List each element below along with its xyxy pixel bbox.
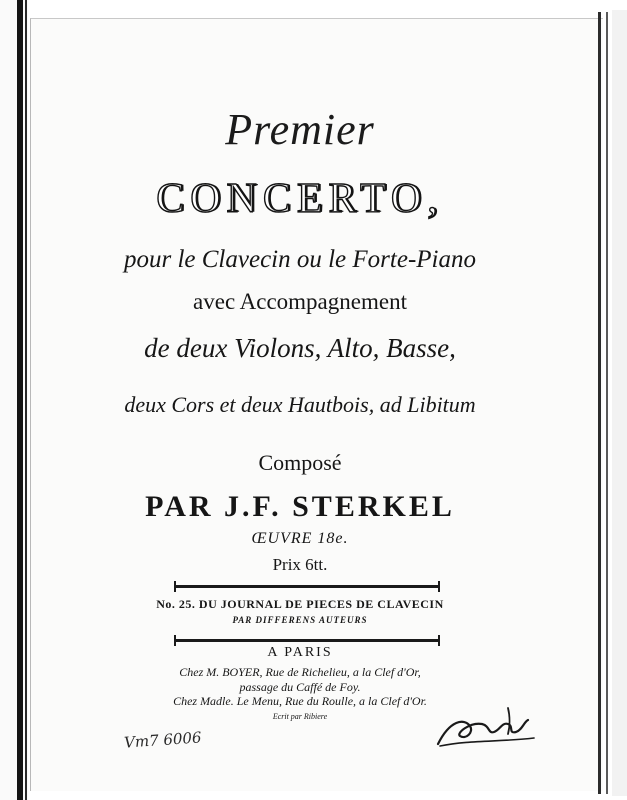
left-page-margin	[0, 0, 28, 800]
instrumentation-line-1: pour le Clavecin ou le Forte-Piano	[123, 246, 476, 273]
ornamental-rule-bottom	[174, 639, 440, 642]
publisher-address-2: passage du Caffé de Foy.	[239, 680, 361, 694]
title-premier: Premier	[225, 105, 375, 154]
price: Prix 6tt.	[272, 555, 328, 574]
composer-prefix: Composé	[258, 450, 342, 475]
title-concerto: CONCERTO,	[156, 176, 444, 222]
opus-number: ŒUVRE 18e.	[251, 530, 349, 547]
publisher-address-3: Chez Madle. Le Menu, Rue du Roulle, a la Clef d'Or.	[173, 694, 427, 708]
journal-subtitle: PAR DIFFERENS AUTEURS	[232, 615, 368, 625]
library-shelfmark: Vm7 6006	[123, 728, 203, 752]
right-margin	[612, 10, 627, 796]
handwritten-signature	[430, 700, 540, 755]
book-spine-edge	[25, 0, 27, 800]
book-spine	[17, 0, 23, 800]
publisher-address-1: Chez M. BOYER, Rue de Richelieu, a la Clef d'Or,	[179, 665, 421, 679]
page-edge-right-inner	[606, 12, 608, 794]
instrumentation-line-2: avec Accompagnement	[193, 289, 407, 314]
publisher-city: A PARIS	[267, 645, 333, 660]
page-edge-right	[598, 12, 601, 794]
ornamental-rule-top	[174, 585, 440, 588]
instrumentation-line-4: deux Cors et deux Hautbois, ad Libitum	[124, 392, 476, 417]
composer-name: PAR J.F. STERKEL	[145, 490, 455, 523]
engraver-credit: Ecrit par Ribiere	[272, 712, 328, 721]
instrumentation-line-3: de deux Violons, Alto, Basse,	[144, 333, 456, 363]
journal-title: No. 25. DU JOURNAL DE PIECES DE CLAVECIN	[156, 597, 444, 611]
